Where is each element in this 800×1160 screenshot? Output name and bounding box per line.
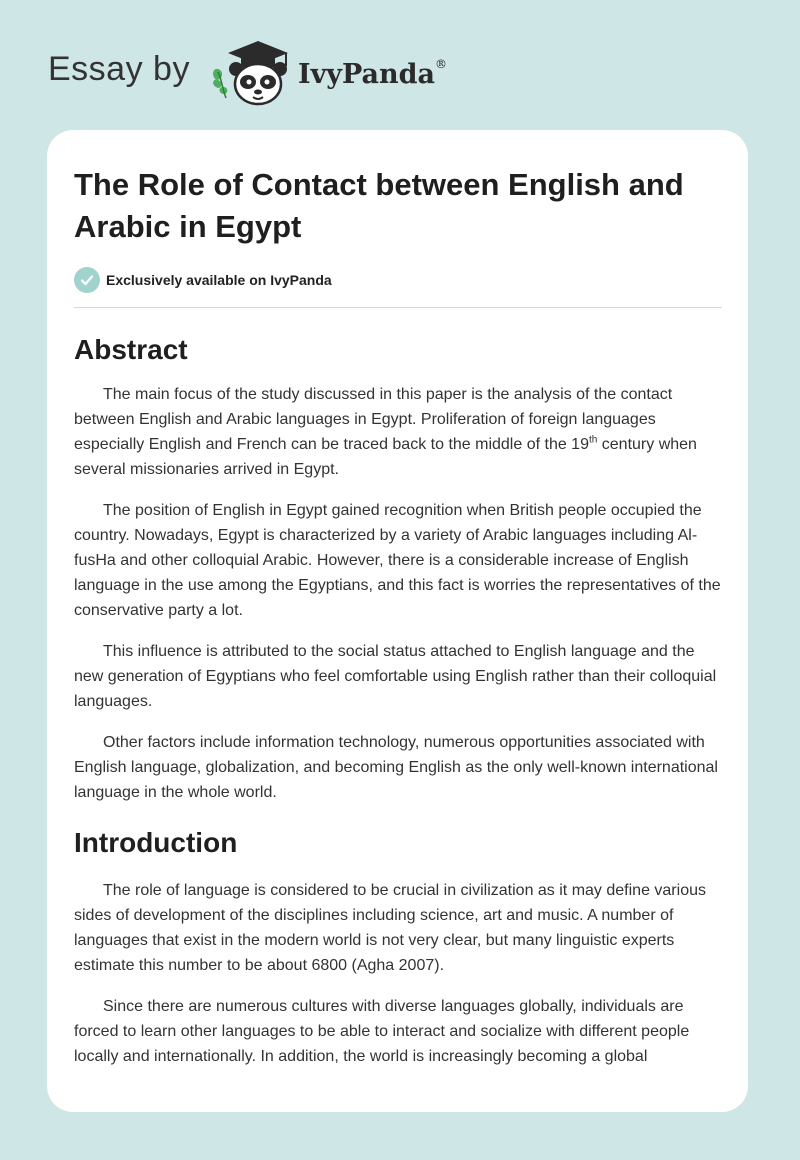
paragraph-text-cont: century when several missionaries arrived in Egypt.	[74, 436, 697, 478]
exclusive-label: Exclusively available on IvyPanda	[106, 272, 332, 288]
section-heading-introduction: Introduction	[74, 827, 238, 858]
paragraph: Since there are numerous cultures with diverse languages globally, individuals are forced to learn other languages to be able to interact and socialize with different people locally and internationally. In addition, the world is increasingly becoming a global	[74, 998, 690, 1065]
exclusive-badge	[74, 267, 722, 308]
essay-title: The Role of Contact between English and Arabic in Egypt	[74, 167, 684, 244]
superscript: th	[588, 434, 598, 446]
paragraph	[74, 382, 722, 482]
site-header	[48, 36, 447, 108]
paragraph: The position of English in Egypt gained recognition when British people occupied the country. Nowadays, Egypt is characterized by a variety of Arabic languages including Al-fusHa and other colloquial Arabic. However, there is a considerable increase of English language in the use among the Egyptians, and this fact is worries the representatives of the conservative party a lot.	[74, 502, 721, 619]
essay-card	[47, 130, 748, 1112]
paragraph: The role of language is considered to be crucial in civilization as it may define various sides of development of the disciplines including science, art and music. A number of languages that exist in the modern world is not very clear, but many linguistic experts estimate this number to be about 6800 (Agha 2007).	[74, 882, 706, 974]
essay-by-label: Essay by	[48, 49, 190, 88]
section-heading-abstract: Abstract	[74, 334, 188, 365]
paragraph: Other factors include information technology, numerous opportunities associated with English language, globalization, and becoming English as the only well-known international language in the whole world.	[74, 734, 718, 801]
panda-logo-icon[interactable]	[208, 36, 294, 108]
check-icon	[74, 267, 100, 293]
brand-text: IvyPanda	[297, 58, 436, 90]
paragraph-text: The main focus of the study discussed in this paper is the analysis of the contact between English and Arabic languages in Egypt. Proliferation of foreign languages especially English and French can be traced back to the middle of the 19	[74, 386, 673, 453]
paragraph: This influence is attributed to the social status attached to English language and the new generation of Egyptians who feel comfortable using English rather than their colloquial languages.	[74, 643, 717, 710]
registered-mark: ®	[435, 56, 448, 71]
brand-name[interactable]	[297, 56, 448, 90]
